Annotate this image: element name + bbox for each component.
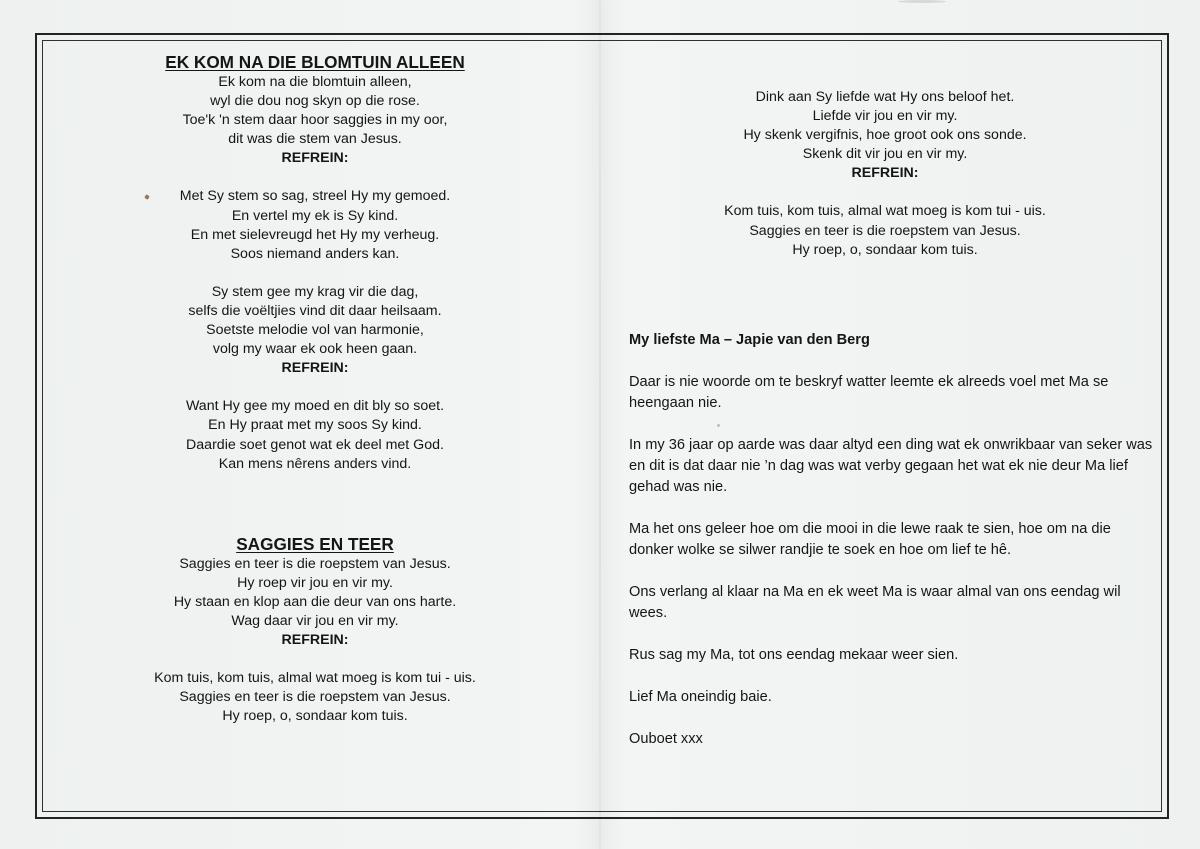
song-title-blomtuin: EK KOM NA DIE BLOMTUIN ALLEEN	[165, 52, 465, 72]
right-refrain-line1: Kom tuis, kom tuis, almal wat moeg is kom tui - uis.	[724, 203, 1046, 220]
song2-verse1-line2: Hy roep vir jou en vir my.	[237, 574, 393, 591]
right-verse-line4: Skenk dit vir jou en vir my.	[802, 146, 968, 163]
song1-verse4-line2: En Hy praat met my soos Sy kind.	[208, 417, 422, 434]
song2-refrain-line3: Hy roep, o, sondaar kom tuis.	[222, 708, 408, 725]
song1-verse2-line4: Soos niemand anders kan.	[230, 245, 400, 262]
song1-verse2-line1: Met Sy stem so sag, streel Hy my gemoed.	[179, 188, 451, 205]
left-page-hymns	[95, 52, 535, 726]
song1-refrain-label-2: REFREIN:	[281, 360, 349, 377]
stanza-gap	[665, 183, 1105, 202]
right-refrain-label: REFREIN:	[851, 165, 919, 182]
right-page-hymn-continuation	[665, 88, 1105, 260]
stanza-gap	[95, 650, 535, 669]
song1-verse3-line4: volg my waar ek ook heen gaan.	[212, 341, 418, 358]
song1-verse1-line1: Ek kom na die blomtuin alleen,	[218, 74, 412, 90]
song1-verse2-line2: En vertel my ek is Sy kind.	[231, 207, 399, 224]
stanza-gap	[95, 378, 535, 397]
song2-verse1-line4: Wag daar vir jou en vir my.	[231, 612, 399, 629]
letter-paragraph-2: In my 36 jaar op aarde was daar altyd een ding wat ek onwrikbaar van seker was en dit is dat daar nie ’n dag was wat verby gegaan het wat ek nie deur Ma lief gehad was nie.	[629, 437, 1153, 495]
letter-paragraph-4: Ons verlang al klaar na Ma en ek weet Ma is waar almal van ons eendag wil wees.	[629, 584, 1121, 621]
song1-verse4-line3: Daardie soet genot wat ek deel met God.	[186, 436, 444, 453]
stanza-gap	[95, 168, 535, 187]
song2-verse1-line3: Hy staan en klop aan die deur van ons harte.	[173, 593, 457, 610]
scan-mark-top	[898, 0, 946, 3]
song2-refrain-line2: Saggies en teer is die roepstem van Jesus.	[179, 689, 451, 706]
right-verse-line2: Liefde vir jou en vir my.	[812, 108, 958, 125]
song1-verse3-line3: Soetste melodie vol van harmonie,	[206, 322, 424, 339]
letter-paragraph-5: Rus sag my Ma, tot ons eendag mekaar weer sien.	[629, 647, 959, 663]
letter-paragraph-6: Lief Ma oneindig baie.	[629, 689, 772, 705]
song1-verse3-line1: Sy stem gee my krag vir die dag,	[211, 283, 419, 300]
song1-verse4-line4: Kan mens nêrens anders vind.	[218, 455, 412, 472]
right-verse-line3: Hy skenk vergifnis, hoe groot ook ons sonde.	[743, 127, 1027, 144]
letter-paragraph-1: Daar is nie woorde om te beskryf watter leemte ek alreeds voel met Ma se heengaan nie.	[629, 374, 1109, 411]
song2-refrain-label: REFREIN:	[281, 632, 349, 649]
stanza-gap	[95, 264, 535, 283]
song1-refrain-label-1: REFREIN:	[281, 150, 349, 167]
letter-paragraph-3: Ma het ons geleer hoe om die mooi in die lewe raak te sien, hoe om na die donker wolke se silwer randjie te soek en hoe om lief te hê.	[629, 521, 1111, 558]
song-gap	[95, 474, 535, 534]
song-title-saggies: SAGGIES EN TEER	[236, 533, 394, 554]
song2-refrain-line1: Kom tuis, kom tuis, almal wat moeg is kom tui - uis.	[154, 670, 476, 687]
right-verse-line1: Dink aan Sy liefde wat Hy ons beloof het.	[755, 89, 1015, 105]
song2-verse1-line1: Saggies en teer is die roepstem van Jesus.	[179, 555, 451, 572]
song1-verse2-line3: En met sielevreugd het Hy my verheug.	[190, 226, 440, 243]
song1-verse1-line4: dit was die stem van Jesus.	[228, 131, 402, 148]
right-refrain-line2: Saggies en teer is die roepstem van Jesus.	[749, 222, 1021, 239]
song1-verse4-line1: Want Hy gee my moed en dit bly so soet.	[185, 398, 445, 415]
song1-verse3-line2: selfs die voëltjies vind dit daar heilsaam.	[188, 302, 442, 319]
right-refrain-line3: Hy roep, o, sondaar kom tuis.	[792, 241, 978, 258]
letter-title: My liefste Ma – Japie van den Berg	[629, 332, 870, 348]
tribute-letter	[629, 330, 1159, 771]
song1-verse1-line3: Toe'k 'n stem daar hoor saggies in my oor,	[182, 112, 448, 129]
song1-verse1-line2: wyl die dou nog skyn op die rose.	[210, 93, 420, 110]
letter-signoff: Ouboet xxx	[629, 731, 703, 747]
